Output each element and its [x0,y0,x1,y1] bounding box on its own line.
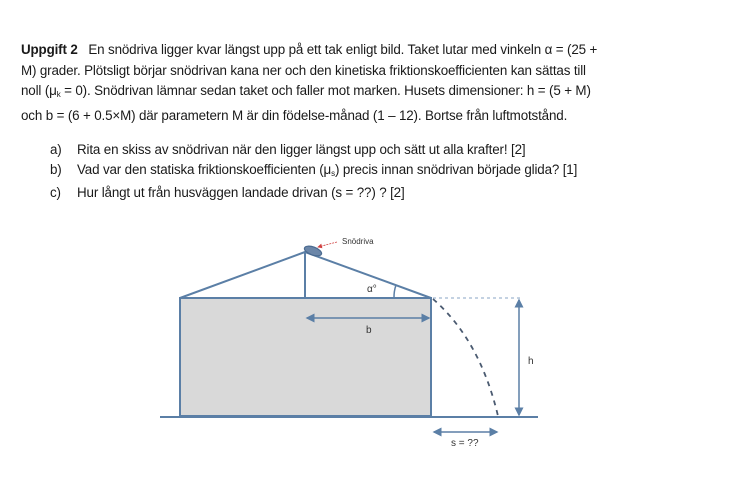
snowdrift [303,244,323,258]
snowdrift-pointer-arrow [318,242,337,247]
snowdrift-label: Snödriva [342,237,374,246]
h-label: h [528,356,534,367]
problem-line-3: noll $(\mu_k = 0)$. Snödrivan lämnar sedan taket och faller mot marken. Husets dimensioner: h = (5 + M) [21,83,591,99]
problem-line-4: och b = (6 + 0.5×M) där parametern M är din födelse-månad (1 – 12). Bortse från luftmotstånd. [21,107,568,123]
question-text: Vad var den statiska friktionskoefficienten $(\mu_s)$ precis innan snödrivan började glida? [1] [77,161,578,178]
question-label: c) [50,185,61,200]
problem-heading: Uppgift 2 [21,42,78,57]
problem-line-1: Uppgift 2 En snödriva ligger kvar längst upp på ett tak enligt bild. Taket lutar med vinkeln α = (25 + [21,42,598,57]
problem-line-2: M) grader. Plötsligt börjar snödrivan kana ner och den kinetiska friktionskoefficienten kan sättas till [21,62,586,78]
house-wall [180,298,431,416]
fall-trajectory [433,299,498,416]
question-label: b) [50,161,62,177]
angle-label: α° [367,284,377,295]
b-label: b [366,325,372,336]
angle-arc [394,285,396,298]
question-text: Hur långt ut från husväggen landade drivan (s = ??) ? [2] [77,185,405,200]
s-label: s = ?? [451,438,479,449]
question-label: a) [50,142,62,157]
question-text: Rita en skiss av snödrivan när den ligger längst upp och sätt ut alla krafter! [2] [77,142,526,157]
